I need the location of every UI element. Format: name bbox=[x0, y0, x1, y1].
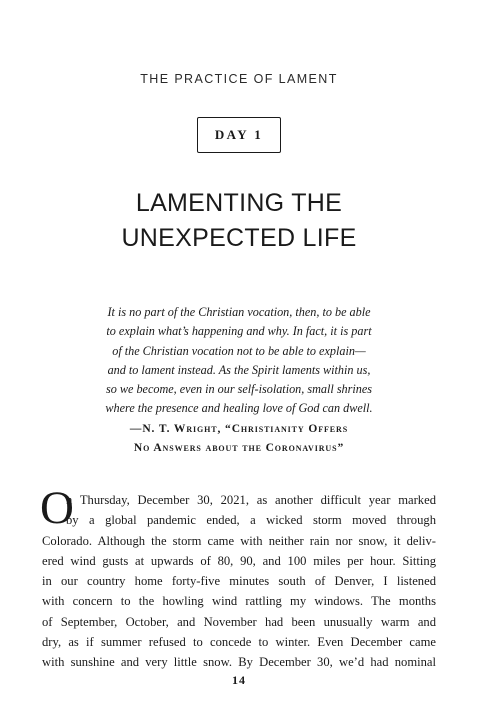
body-line: of September, October, and November had been unusually warm and bbox=[42, 614, 436, 629]
body-line: in our country home forty-five minutes south of Denver, I listened bbox=[42, 574, 436, 589]
epigraph-attribution bbox=[0, 420, 478, 458]
epigraph-line: to explain what’s happening and why. In fact, it is part bbox=[106, 324, 372, 339]
epigraph-line: so we become, even in our self-isolation, small shrines bbox=[105, 382, 373, 397]
body-line: Colorado. Although the storm came with neither rain nor snow, it deliv- bbox=[42, 533, 436, 548]
chapter-title-line: UNEXPECTED LIFE bbox=[121, 224, 357, 252]
page-number: 14 bbox=[232, 673, 246, 687]
epigraph-line: where the presence and healing love of God can dwell. bbox=[105, 401, 373, 416]
body-line: n Thursday, December 30, 2021, as another difficult year marked bbox=[66, 493, 436, 507]
body-line: with sunshine and very little snow. By December 30, we’d had nominal bbox=[42, 655, 436, 670]
body-line: with concern to the howling wind rattling my windows. The months bbox=[42, 594, 436, 609]
attribution-line: No Answers about the Coronavirus” bbox=[133, 442, 345, 454]
attribution-line: —N. T. Wright, “Christianity Offers bbox=[129, 423, 349, 435]
body-line: by a global pandemic ended, a wicked storm moved through bbox=[66, 513, 436, 528]
epigraph-line: It is no part of the Christian vocation, then, to be able bbox=[107, 305, 371, 319]
running-head: THE PRACTICE OF LAMENT bbox=[140, 72, 338, 86]
drop-cap: O bbox=[40, 482, 74, 534]
body-paragraph bbox=[40, 482, 436, 673]
chapter-title bbox=[0, 186, 478, 256]
epigraph-line: and to lament instead. As the Spirit laments within us, bbox=[107, 362, 371, 377]
chapter-title-line: LAMENTING THE bbox=[135, 189, 343, 217]
body-line: dry, as if summer refused to concede to winter. Even December came bbox=[42, 635, 436, 650]
day-label-box bbox=[197, 117, 281, 153]
epigraph-line: of the Christian vocation not to be able to explain— bbox=[112, 343, 366, 358]
epigraph-quote bbox=[0, 303, 478, 419]
day-label: DAY 1 bbox=[214, 127, 264, 142]
body-line: ered wind gusts at upwards of 80, 90, and 100 miles per hour. Sitting bbox=[42, 553, 436, 568]
